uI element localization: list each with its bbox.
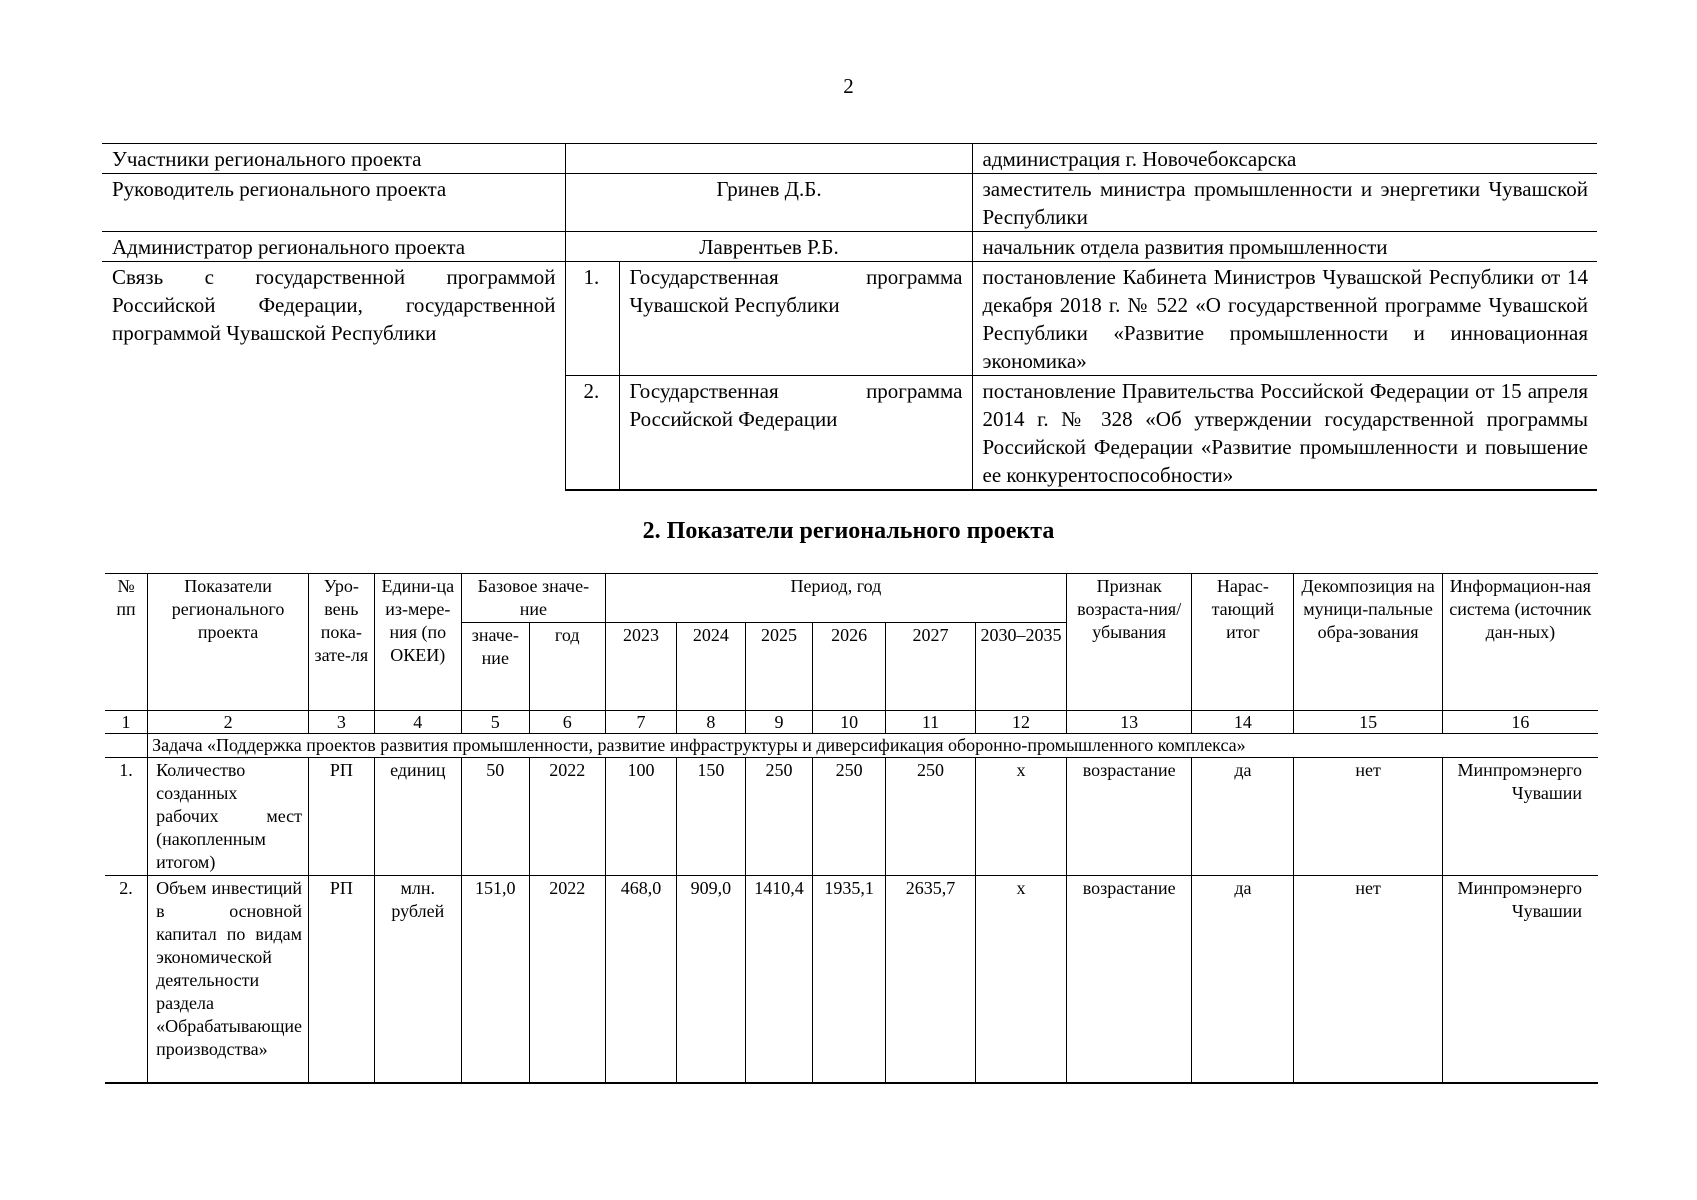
row-num: 2. [105, 876, 148, 1084]
task-num-cell [105, 734, 148, 758]
table-row [105, 876, 1598, 1084]
column-number: 16 [1442, 711, 1598, 734]
header-base-value: значе-ние [461, 623, 529, 711]
row-decomposition: нет [1294, 876, 1442, 1084]
row-level: РП [309, 758, 375, 876]
header-year: 2025 [745, 623, 813, 711]
row-value: 100 [605, 758, 676, 876]
head-name: Гринев Д.Б. [565, 174, 972, 232]
header-trend: Признак возраста-ния/ убывания [1067, 574, 1192, 711]
row-base-value: 151,0 [461, 876, 529, 1084]
row-info-system: Минпромэнерго Чувашии [1442, 876, 1598, 1084]
row-info-system: Минпромэнерго Чувашии [1442, 758, 1598, 876]
column-number: 13 [1067, 711, 1192, 734]
link-item-doc: постановление Кабинета Министров Чувашской Республики от 14 декабря 2018 г. № 522 «О государственной программе Чувашской Республики «Развитие промышленности и инновационная экономика» [972, 262, 1597, 376]
participants-name [565, 144, 972, 174]
page-number: 2 [843, 74, 854, 98]
column-number: 15 [1294, 711, 1442, 734]
participants-label: Участники регионального проекта [102, 144, 565, 174]
row-unit: единиц [374, 758, 461, 876]
indicators-table [105, 573, 1598, 1084]
header-name: Показатели регионального проекта [148, 574, 309, 711]
row-base-year: 2022 [529, 876, 605, 1084]
column-number: 6 [529, 711, 605, 734]
row-trend: возрастание [1067, 758, 1192, 876]
link-label: Связь с государственной программой Российской Федерации, государственной программой Чувашской Республики [112, 265, 556, 345]
column-number: 8 [677, 711, 745, 734]
column-number: 5 [461, 711, 529, 734]
row-value: 250 [885, 758, 975, 876]
row-name: Объем инвестиций в основной капитал по видам экономической деятельности раздела «Обрабатывающие производства» [148, 876, 309, 1084]
column-number: 1 [105, 711, 148, 734]
link-item-program: Государственная программа Российской Федерации [619, 376, 972, 491]
passport-row-administrator [102, 232, 1597, 262]
row-level: РП [309, 876, 375, 1084]
administrator-position: начальник отдела развития промышленности [972, 232, 1597, 262]
header-year: 2024 [677, 623, 745, 711]
column-number: 3 [309, 711, 375, 734]
row-value: 1935,1 [813, 876, 886, 1084]
table-row [105, 758, 1598, 876]
header-year: 2026 [813, 623, 886, 711]
header-decomposition: Декомпозиция на муници-пальные обра-зования [1294, 574, 1442, 711]
header-info-system: Информацион-ная система (источник дан-ных) [1442, 574, 1598, 711]
header-unit: Едини-ца из-мере-ния (по ОКЕИ) [374, 574, 461, 711]
column-number: 14 [1192, 711, 1294, 734]
row-value: 250 [745, 758, 813, 876]
section-title: 2. Показатели регионального проекта [642, 518, 1055, 544]
row-num: 1. [105, 758, 148, 876]
column-number: 4 [374, 711, 461, 734]
column-number: 11 [885, 711, 975, 734]
column-number: 12 [976, 711, 1067, 734]
column-number: 10 [813, 711, 886, 734]
row-value: 2635,7 [885, 876, 975, 1084]
header-base: Базовое значе-ние [461, 574, 605, 623]
row-base-year: 2022 [529, 758, 605, 876]
project-passport-table [102, 143, 1597, 491]
administrator-label: Администратор регионального проекта [102, 232, 565, 262]
header-period: Период, год [605, 574, 1066, 623]
link-item-num: 2. [565, 376, 619, 491]
header-year: 2030–2035 [976, 623, 1067, 711]
column-number: 2 [148, 711, 309, 734]
column-number: 9 [745, 711, 813, 734]
header-cumulative: Нарас-тающий итог [1192, 574, 1294, 711]
administrator-name: Лаврентьев Р.Б. [565, 232, 972, 262]
column-number: 7 [605, 711, 676, 734]
task-row [105, 734, 1598, 758]
header-base-year: год [529, 623, 605, 711]
row-cumulative: да [1192, 876, 1294, 1084]
passport-row-link-1 [102, 262, 1597, 376]
indicators-header-row [105, 574, 1598, 623]
header-num: № пп [105, 574, 148, 711]
row-cumulative: да [1192, 758, 1294, 876]
head-label: Руководитель регионального проекта [102, 174, 565, 232]
header-year: 2027 [885, 623, 975, 711]
link-item-doc: постановление Правительства Российской Федерации от 15 апреля 2014 г. № 328 «Об утверждении государственной программы Российской Федерации «Развитие промышленности и повышение ее конкурентоспособности» [972, 376, 1597, 491]
head-position: заместитель министра промышленности и энергетики Чувашской Республики [972, 174, 1597, 232]
row-value: 468,0 [605, 876, 676, 1084]
row-decomposition: нет [1294, 758, 1442, 876]
participants-value: администрация г. Новочебоксарска [972, 144, 1597, 174]
passport-row-head [102, 174, 1597, 232]
row-value: x [976, 876, 1067, 1084]
row-value: 1410,4 [745, 876, 813, 1084]
passport-row-participants [102, 144, 1597, 174]
row-trend: возрастание [1067, 876, 1192, 1084]
row-value: x [976, 758, 1067, 876]
link-item-program: Государственная программа Чувашской Республики [619, 262, 972, 376]
header-level: Уро-вень пока-зате-ля [309, 574, 375, 711]
row-name: Количество созданных рабочих мест (накопленным итогом) [148, 758, 309, 876]
header-year: 2023 [605, 623, 676, 711]
row-unit: млн. рублей [374, 876, 461, 1084]
task-text: Задача «Поддержка проектов развития промышленности, развитие инфраструктуры и диверсификация оборонно-промышленного комплекса» [148, 734, 1598, 758]
link-item-num: 1. [565, 262, 619, 376]
column-numbers-row [105, 711, 1598, 734]
row-value: 250 [813, 758, 886, 876]
row-value: 150 [677, 758, 745, 876]
row-value: 909,0 [677, 876, 745, 1084]
row-base-value: 50 [461, 758, 529, 876]
